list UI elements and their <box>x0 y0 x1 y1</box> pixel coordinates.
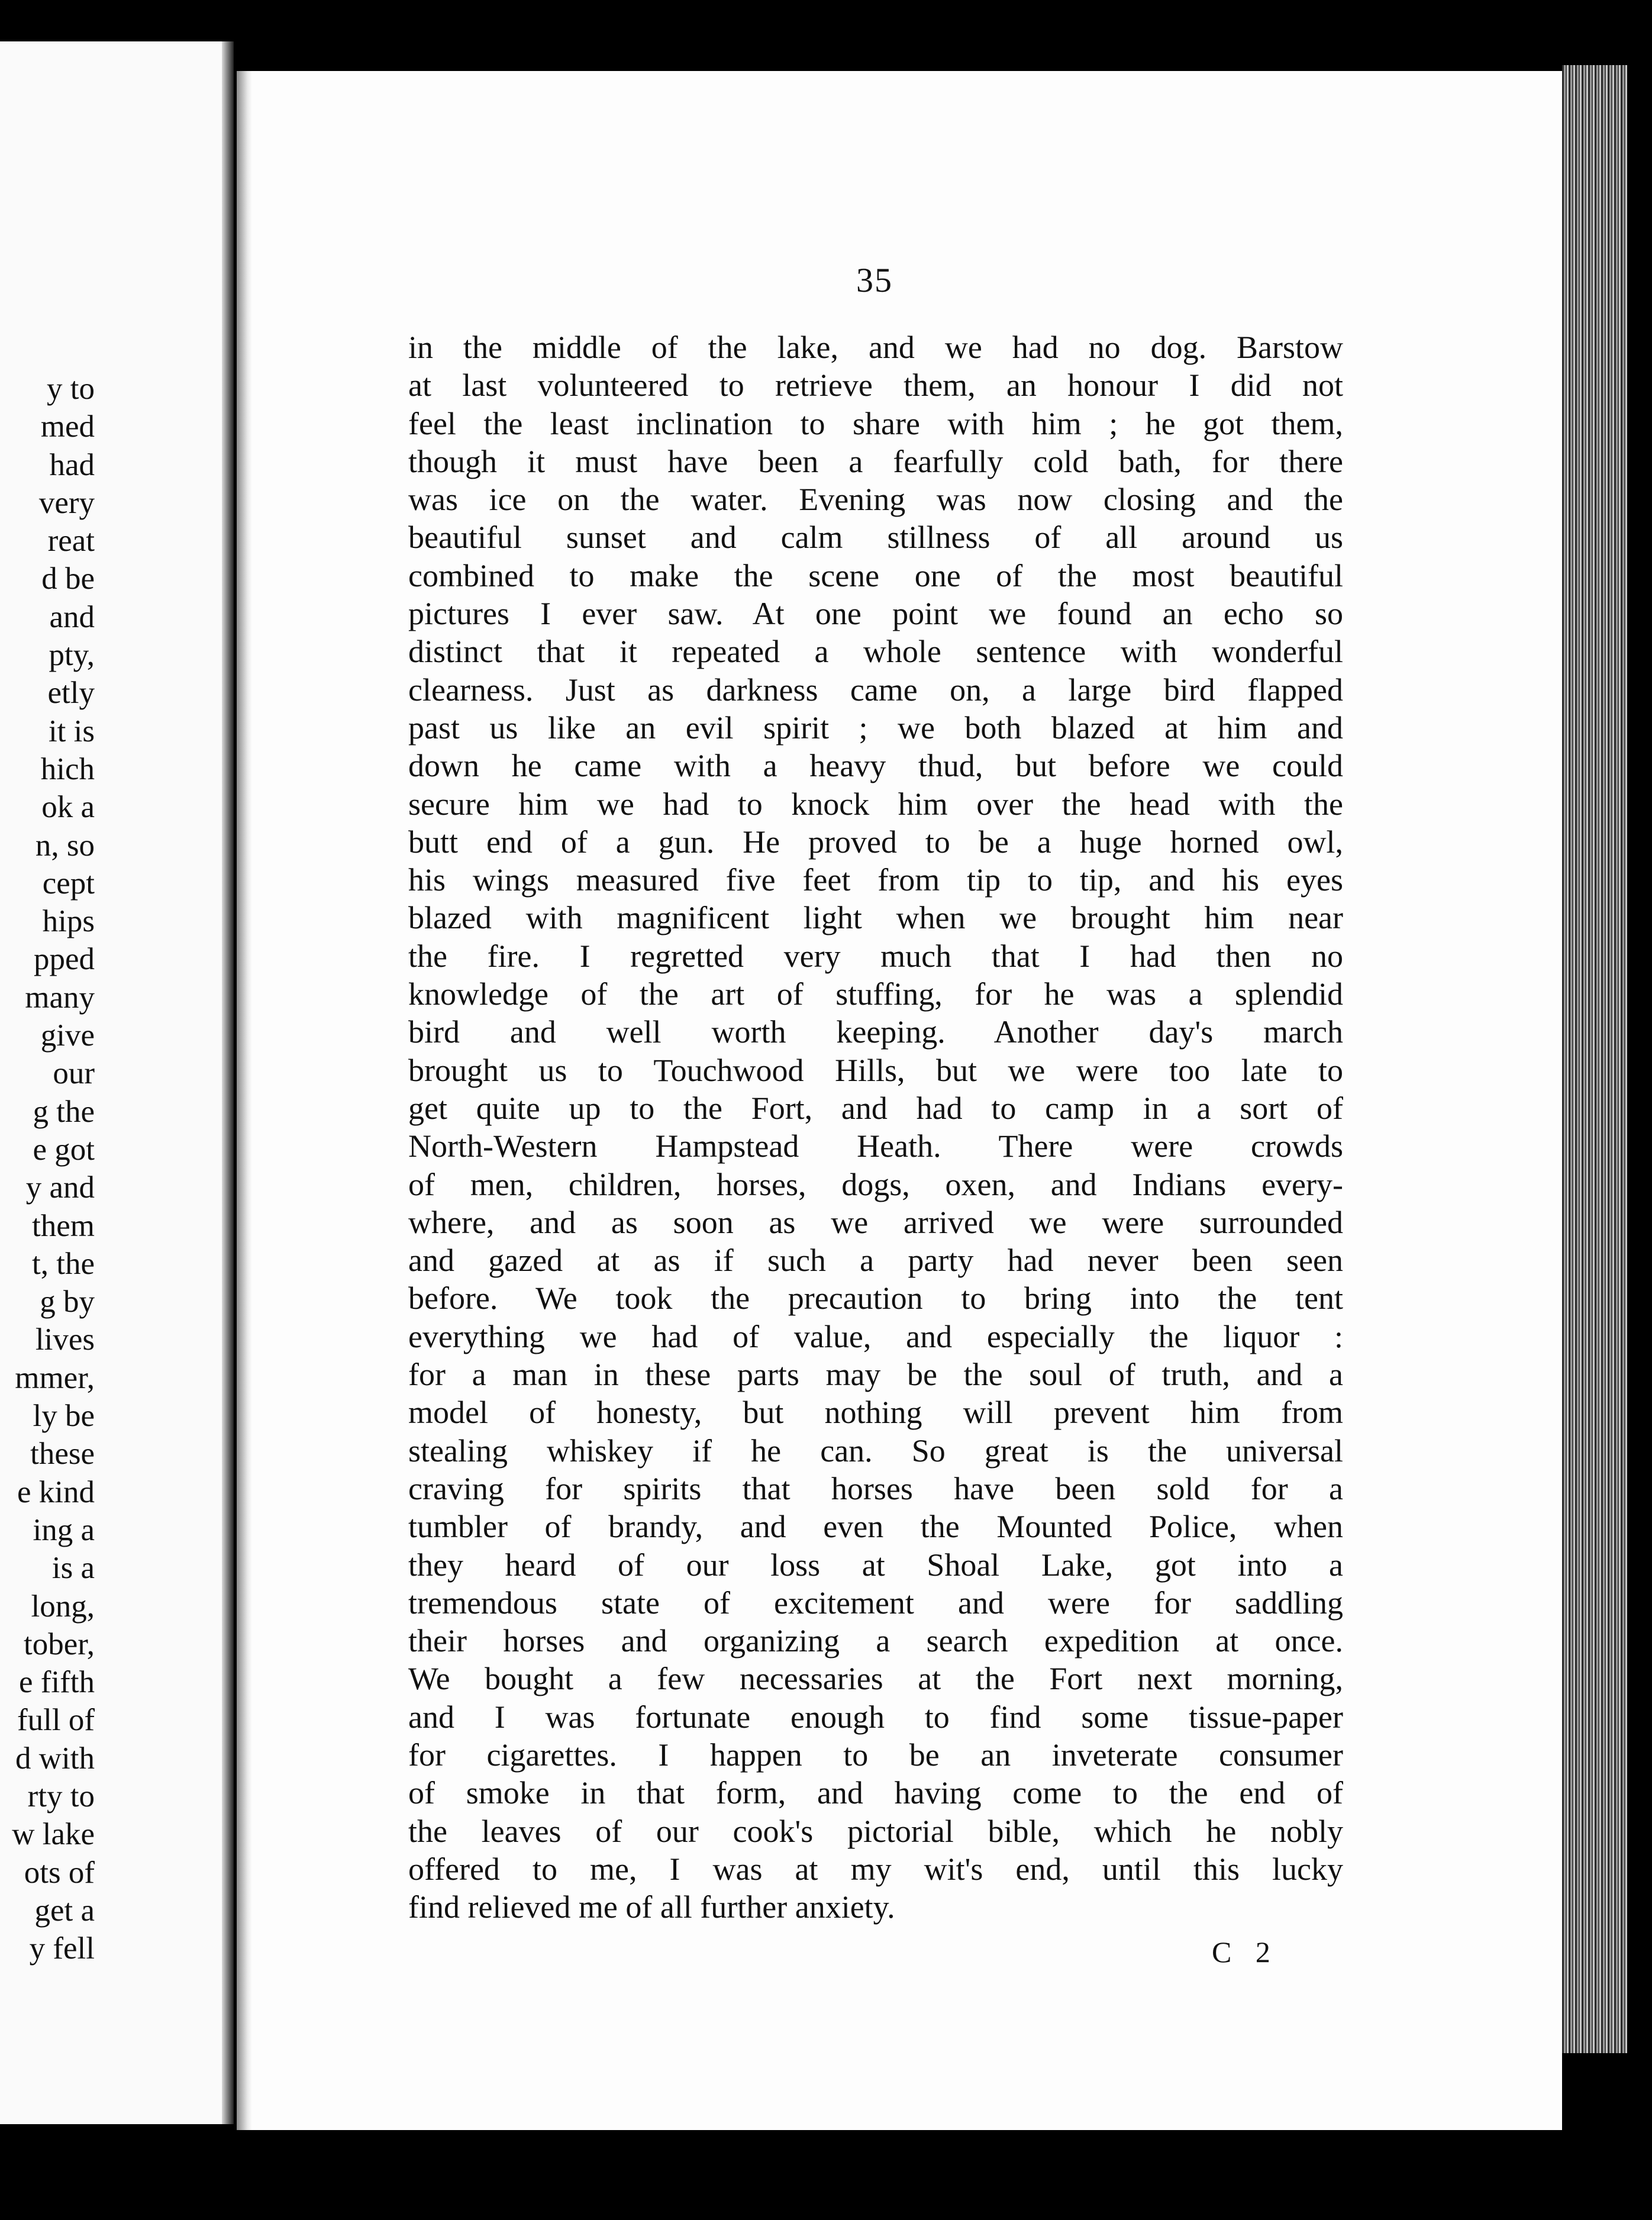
left-line: very <box>38 485 95 520</box>
left-line: pped <box>33 942 95 977</box>
text-line: We bought a few necessaries at the Fort next morning, <box>408 1661 1343 1697</box>
text-line: for cigarettes. I happen to be an inveterate consumer <box>408 1737 1343 1773</box>
left-line: g by <box>40 1285 95 1319</box>
left-line: rty to <box>27 1779 95 1814</box>
text-line: before. We took the precaution to bring into the tent <box>408 1280 1343 1316</box>
text-line: at last volunteered to retrieve them, an honour I did not <box>408 367 1343 404</box>
text-line: they heard of our loss at Shoal Lake, got into a <box>408 1547 1343 1583</box>
left-line: many <box>25 980 95 1015</box>
text-line: craving for spirits that horses have been sold for a <box>408 1470 1343 1506</box>
left-line: them <box>32 1208 95 1243</box>
left-line: give <box>40 1018 95 1053</box>
text-line: model of honesty, but nothing will prevent him from <box>408 1395 1343 1431</box>
text-line: and I was fortunate enough to find some tissue-paper <box>408 1699 1343 1735</box>
left-line: tober, <box>23 1627 95 1661</box>
left-line: g the <box>33 1094 95 1129</box>
text-line: was ice on the water. Evening was now closing and the <box>408 482 1343 518</box>
text-line: tumbler of brandy, and even the Mounted Police, when <box>408 1509 1343 1545</box>
left-page-gutter <box>222 41 234 2124</box>
left-line: e got <box>33 1132 95 1167</box>
left-line: e fifth <box>18 1665 95 1700</box>
text-line: North-Western Hampstead Heath. There were crowds <box>408 1128 1343 1164</box>
left-line: is a <box>51 1551 95 1586</box>
text-line: the leaves of our cook's pictorial bible, which he nobly <box>408 1813 1343 1849</box>
left-line: had <box>49 447 95 482</box>
signature-mark: C 2 <box>1212 1935 1279 1969</box>
text-line: where, and as soon as we arrived we were surrounded <box>408 1204 1343 1240</box>
text-line: butt end of a gun. He proved to be a huge horned owl, <box>408 824 1343 860</box>
left-line: d be <box>41 562 95 596</box>
text-line: brought us to Touchwood Hills, but we were too late to <box>408 1052 1343 1088</box>
left-line: y fell <box>29 1931 95 1966</box>
text-line: distinct that it repeated a whole sentence with wonderful <box>408 634 1343 670</box>
text-line: beautiful sunset and calm stillness of all around us <box>408 519 1343 556</box>
left-line: w lake <box>12 1817 95 1852</box>
left-line: n, so <box>35 828 95 863</box>
text-line: everything we had of value, and especially the liquor : <box>408 1318 1343 1354</box>
text-line: in the middle of the lake, and we had no dog. Barstow <box>408 330 1343 365</box>
text-line: combined to make the scene one of the most beautiful <box>408 557 1343 593</box>
text-line: knowledge of the art of stuffing, for he was a splendid <box>408 976 1343 1012</box>
left-line: ots of <box>24 1855 95 1890</box>
left-line: it is <box>48 714 95 748</box>
text-line: tremendous state of excitement and were for saddling <box>408 1585 1343 1621</box>
text-line: the fire. I regretted very much that I had then no <box>408 938 1343 974</box>
text-line: past us like an evil spirit ; we both blazed at him and <box>408 709 1343 746</box>
left-line: ing a <box>33 1512 95 1547</box>
left-line: mmer, <box>15 1360 95 1395</box>
text-line: clearness. Just as darkness came on, a large bird flapped <box>408 672 1343 708</box>
text-line: offered to me, I was at my wit's end, until this lucky <box>408 1851 1343 1887</box>
text-line: secure him we had to knock him over the head with the <box>408 786 1343 822</box>
left-line: our <box>53 1056 95 1091</box>
text-line: down he came with a heavy thud, but before we could <box>408 748 1343 784</box>
text-line: blazed with magnificent light when we brought him near <box>408 900 1343 936</box>
left-page-text <box>0 370 95 1967</box>
left-line: get a <box>34 1893 95 1928</box>
text-line: for a man in these parts may be the soul of truth, and a <box>408 1357 1343 1393</box>
left-line: ok a <box>41 790 95 825</box>
left-line: y to <box>47 372 95 406</box>
left-line: t, the <box>32 1246 95 1281</box>
text-line: stealing whiskey if he can. So great is the universal <box>408 1432 1343 1469</box>
text-line: and gazed at as if such a party had never been seen <box>408 1243 1343 1279</box>
left-line: hich <box>40 751 95 786</box>
text-line: his wings measured five feet from tip to tip, and his eyes <box>408 862 1343 898</box>
text-line: though it must have been a fearfully cold bath, for there <box>408 443 1343 479</box>
text-line: their horses and organizing a search expedition at once. <box>408 1623 1343 1659</box>
spine-shadow <box>237 71 252 2130</box>
text-line: find relieved me of all further anxiety. <box>408 1889 895 1925</box>
left-line: e kind <box>17 1474 95 1509</box>
left-line: these <box>30 1437 95 1472</box>
left-line: reat <box>47 524 95 559</box>
left-line: long, <box>31 1589 95 1624</box>
left-line: full of <box>17 1703 95 1738</box>
left-line: pty, <box>49 638 95 673</box>
body-text <box>408 328 1343 1926</box>
left-line: ly be <box>33 1399 95 1434</box>
left-line: hips <box>42 904 95 939</box>
page-number: 35 <box>856 261 893 299</box>
page-stack-edge <box>1562 65 1627 2053</box>
text-line: bird and well worth keeping. Another day's march <box>408 1014 1343 1050</box>
left-line: and <box>49 599 95 634</box>
text-line: of men, children, horses, dogs, oxen, and Indians every- <box>408 1166 1343 1202</box>
text-line: pictures I ever saw. At one point we found an echo so <box>408 596 1343 632</box>
text-line: feel the least inclination to share with him ; he got them, <box>408 405 1343 441</box>
left-line: cept <box>42 866 95 901</box>
text-line: of smoke in that form, and having come to the end of <box>408 1775 1343 1811</box>
left-line: y and <box>25 1170 95 1205</box>
left-line: etly <box>47 676 95 711</box>
left-facing-page <box>0 41 234 2124</box>
left-line: d with <box>15 1741 95 1776</box>
left-line: lives <box>35 1322 95 1357</box>
left-line: med <box>40 409 95 444</box>
text-line: get quite up to the Fort, and had to camp in a sort of <box>408 1090 1343 1126</box>
